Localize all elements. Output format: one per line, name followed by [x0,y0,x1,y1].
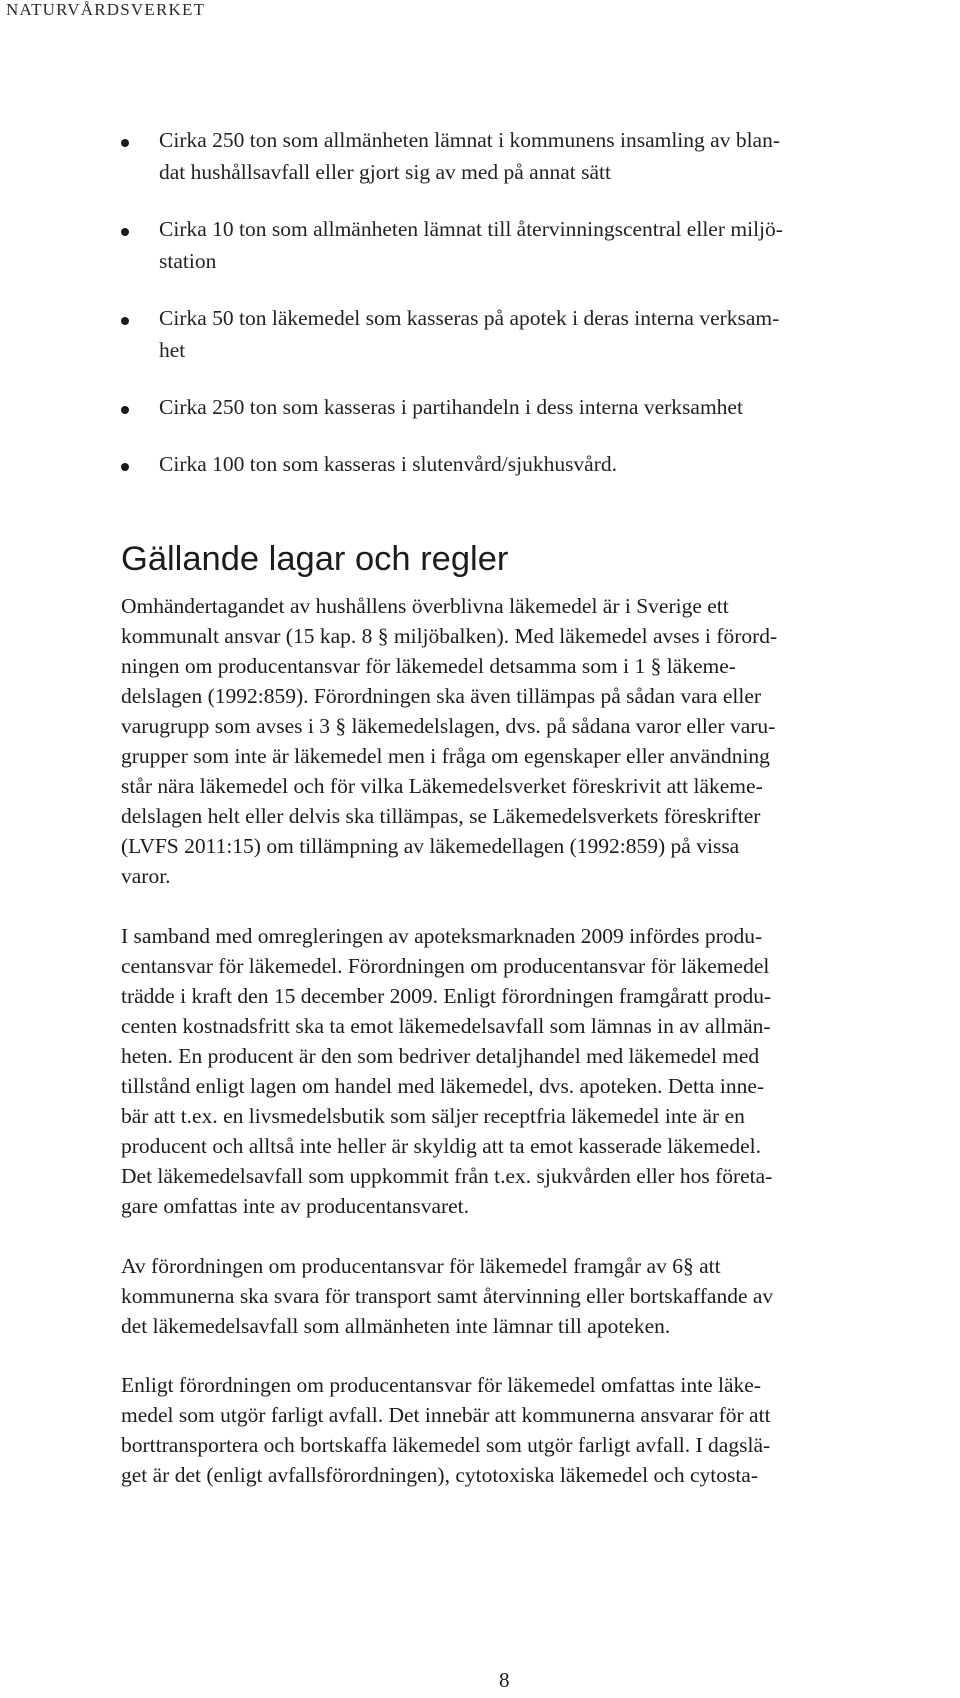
list-item-line: Cirka 10 ton som allmänheten lämnat till återvinningscentral eller miljö- [159,217,783,241]
page-number: 8 [499,1668,510,1692]
list-item-line: station [159,249,217,273]
paragraph-line: gare omfattas inte av producentansvaret. [121,1194,470,1218]
paragraph-line: medel som utgör farligt avfall. Det innebär att kommunerna ansvarar för att [121,1403,771,1427]
paragraph-line: det läkemedelsavfall som allmänheten inte lämnar till apoteken. [121,1314,671,1338]
list-item-line: het [159,338,186,362]
list-item-line: Cirka 50 ton läkemedel som kasseras på apotek i deras interna verksam- [159,306,780,330]
paragraph-line: Det läkemedelsavfall som uppkommit från t.ex. sjukvården eller hos företa- [121,1164,773,1188]
paragraph-line: (LVFS 2011:15) om tillämpning av läkemedellagen (1992:859) på vissa [121,834,740,858]
paragraph-line: delslagen helt eller delvis ska tillämpas, se Läkemedelsverkets föreskrifter [121,804,761,828]
bullet-icon [121,228,129,236]
paragraph-line: kommunerna ska svara för transport samt återvinning eller bortskaffande av [121,1284,774,1308]
section-heading: Gällande lagar och regler [121,540,509,578]
paragraph-line: grupper som inte är läkemedel men i fråga om egenskaper eller användning [121,744,770,768]
list-item-line: Cirka 250 ton som allmänheten lämnat i kommunens insamling av blan- [159,128,781,152]
paragraph-line: Omhändertagandet av hushållens överblivna läkemedel är i Sverige ett [121,594,729,618]
paragraph-line: ningen om producentansvar för läkemedel detsamma som i 1 § läkeme- [121,654,736,678]
list-item-line: Cirka 250 ton som kasseras i partihandeln i dess interna verksamhet [159,395,743,419]
paragraph-line: delslagen (1992:859). Förordningen ska även tillämpas på sådan vara eller [121,684,762,708]
paragraph-line: trädde i kraft den 15 december 2009. Enligt förordningen framgåratt produ- [121,984,772,1008]
paragraph-line: get är det (enligt avfallsförordningen), cytotoxiska läkemedel och cytosta- [121,1463,759,1487]
paragraph-line: varugrupp som avses i 3 § läkemedelslagen, dvs. på sådana varor eller varu- [121,714,776,738]
paragraph-line: tillstånd enligt lagen om handel med läkemedel, dvs. apoteken. Detta inne- [121,1074,765,1098]
bullet-icon [121,139,129,147]
list-item-line: Cirka 100 ton som kasseras i slutenvård/sjukhusvård. [159,452,618,476]
paragraph-line: Enligt förordningen om producentansvar för läkemedel omfattas inte läke- [121,1373,762,1397]
paragraph-line: producent och alltså inte heller är skyldig att ta emot kasserade läkemedel. [121,1134,761,1158]
bullet-icon [121,317,129,325]
paragraph-line: centansvar för läkemedel. Förordningen om producentansvar för läkemedel [121,954,770,978]
paragraph-line: bär att t.ex. en livsmedelsbutik som säljer receptfria läkemedel inte är en [121,1104,745,1128]
bullet-icon [121,406,129,414]
paragraph-line: står nära läkemedel och för vilka Läkemedelsverket föreskrivit att läkeme- [121,774,763,798]
paragraph-line: centen kostnadsfritt ska ta emot läkemedelsavfall som lämnas in av allmän- [121,1014,771,1038]
paragraph-line: varor. [121,864,171,888]
document-header: NATURVÅRDSVERKET [6,0,206,19]
paragraph-line: I samband med omregleringen av apoteksmarknaden 2009 infördes produ- [121,924,763,948]
list-item-line: dat hushållsavfall eller gjort sig av med på annat sätt [159,160,611,184]
paragraph-line: Av förordningen om producentansvar för läkemedel framgår av 6§ att [121,1254,721,1278]
paragraph-line: borttransportera och bortskaffa läkemedel som utgör farligt avfall. I dagslä- [121,1433,771,1457]
bullet-icon [121,463,129,471]
paragraph-line: heten. En producent är den som bedriver detaljhandel med läkemedel med [121,1044,760,1068]
paragraph-line: kommunalt ansvar (15 kap. 8 § miljöbalken). Med läkemedel avses i förord- [121,624,778,648]
